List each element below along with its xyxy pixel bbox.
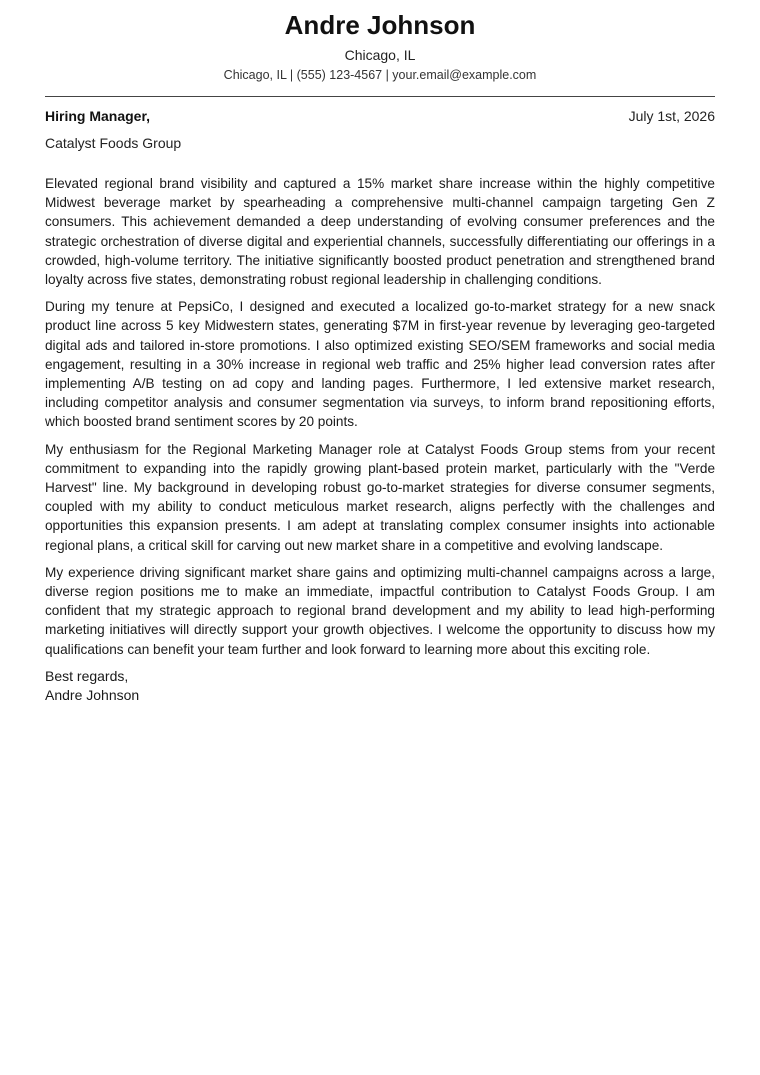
closing-phrase: Best regards, (45, 667, 129, 684)
body-paragraph: My enthusiasm for the Regional Marketing Manager role at Catalyst Foods Group stems from your recent commitment to expanding into the rapidly growing plant-based protein market, particularly with the "Verde Harvest" line. My background in developing robust go-to-market strategies for diverse consumer segments, coupled with my ability to conduct meticulous market research, aligns perfectly with the challenges and opportunities this expansion presents. I am adept at translating complex consumer insights into actionable regional plans, a critical skill for carving out new market share in a competitive and evolving landscape. (45, 441, 715, 553)
letter-date: July 1st, 2026 (628, 108, 715, 124)
recipient-company: Catalyst Foods Group (45, 135, 182, 151)
recipient-date-row (45, 107, 715, 125)
applicant-city: Chicago, IL (344, 47, 416, 63)
body-paragraph: My experience driving significant market share gains and optimizing multi-channel campaigns across a large, diverse region positions me to make an immediate, impactful contribution to Catalyst Foods Group. I am confident that my strategic approach to regional brand development and my ability to lead high-performing marketing initiatives will directly support your growth objectives. I welcome the opportunity to discuss how my qualifications can benefit your team further and look forward to learning more about this exciting role. (45, 564, 715, 657)
applicant-name: Andre Johnson (284, 10, 476, 40)
header-divider (45, 96, 715, 97)
applicant-contact-line: Chicago, IL | (555) 123-4567 | your.email@example.com (223, 68, 537, 82)
recipient-salutation: Hiring Manager, (45, 108, 151, 124)
signature-name: Andre Johnson (45, 687, 140, 704)
body-paragraph: During my tenure at PepsiCo, I designed and executed a localized go-to-market strategy for a new snack product line across 5 key Midwestern states, generating $7M in first-year revenue by leveraging geo-targeted digital ads and tailored in-store promotions. I also optimized existing SEO/SEM frameworks and social media engagement, resulting in a 30% increase in regional web traffic and 25% higher lead conversion rates after implementing A/B testing on ad copy and landing pages. Furthermore, I led extensive market research, including competitor analysis and consumer segmentation via surveys, to inform brand repositioning efforts, which boosted brand sentiment scores by 20 points. (45, 299, 715, 430)
letter-header (45, 0, 715, 83)
letter-body (45, 174, 715, 659)
body-paragraph: Elevated regional brand visibility and captured a 15% market share increase within the highly competitive Midwest beverage market by spearheading a comprehensive multi-channel campaign targeting Gen Z consumers. This achievement demanded a deep understanding of evolving consumer preferences and the strategic orchestration of diverse digital and experiential channels, successfully differentiating our offerings in a crowded, high-volume territory. The initiative significantly boosted product penetration and strengthened brand loyalty across five states, demonstrating robust regional leadership in challenging conditions. (45, 176, 715, 288)
letter-closing-block (45, 667, 715, 706)
